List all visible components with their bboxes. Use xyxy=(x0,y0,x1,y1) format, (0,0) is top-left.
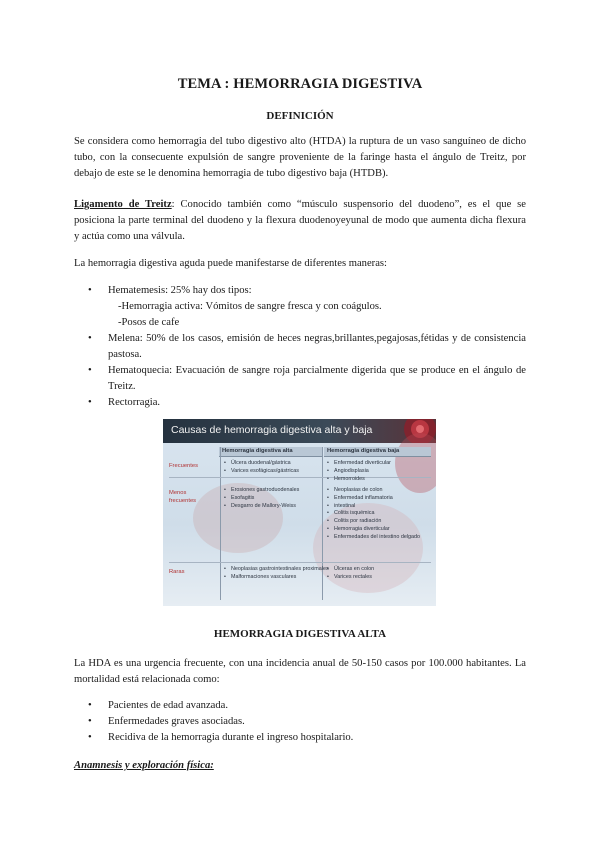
table-cell-item: • intestinal xyxy=(326,503,420,511)
table-cell-item: • Esofagitis xyxy=(223,495,299,503)
table-divider xyxy=(169,562,431,563)
causes-figure xyxy=(163,419,436,606)
bullet-icon: • xyxy=(88,716,92,727)
cell-baja-raras xyxy=(326,566,374,582)
row-label-raras: Raras xyxy=(169,569,185,575)
treitz-text: : Conocido también como “músculo suspensorio del duodeno”, es el que se posiciona la parte terminal del duodeno y la flexura duodenoyeyunal de modo que aumenta dicha flexura y actúa como una válvula. xyxy=(74,199,526,242)
list-item-text: Hematoquecia: Evacuación de sangre roja parcialmente digerida que se produce en el ángulo de Treitz. xyxy=(108,365,526,392)
list-item-text: -Posos de cafe xyxy=(118,317,180,328)
table-cell-item: • Hemorroides xyxy=(326,476,391,484)
bullet-icon: • xyxy=(88,397,92,408)
table-divider xyxy=(169,477,431,478)
cell-alta-raras xyxy=(223,566,329,582)
table-cell-item: • Neoplasias de colon xyxy=(326,487,420,495)
bullet-icon: • xyxy=(88,365,92,376)
list-item xyxy=(74,299,526,315)
anamnesis-heading-text: Anamnesis y exploración física: xyxy=(74,760,214,771)
table-cell-item: • Úlceras en colon xyxy=(326,566,374,574)
table-cell-item: • Hemorragia diverticular xyxy=(326,526,420,534)
table-divider xyxy=(220,447,221,600)
table-cell-item: • Varices esofágicas/gástricas xyxy=(223,468,299,476)
anamnesis-heading xyxy=(74,758,526,774)
table-cell-item: • Erosiones gastroduodenales xyxy=(223,487,299,495)
cell-alta-frecuentes xyxy=(223,460,299,476)
list-item xyxy=(74,315,526,331)
col-header-alta: Hemorragia digestiva alta xyxy=(219,447,322,457)
col-header-baja: Hemorragia digestiva baja xyxy=(324,447,431,457)
figure-header xyxy=(163,419,436,443)
list-item xyxy=(74,283,526,299)
bullet-icon: • xyxy=(88,333,92,344)
table-cell-item: • Neoplasias gastrointestinales proximales xyxy=(223,566,329,574)
definition-heading: DEFINICIÓN xyxy=(266,110,334,122)
row-label-frecuentes: Frecuentes xyxy=(169,463,198,469)
table-cell-item: • Varices rectales xyxy=(326,574,374,582)
treitz-paragraph xyxy=(74,197,526,245)
list-item-text: Recidiva de la hemorragia durante el ingreso hospitalario. xyxy=(108,732,354,743)
definition-paragraph: Se considera como hemorragia del tubo digestivo alto (HTDA) la ruptura de un vaso sanguíneo de dicho tubo, con la consecuente expulsión de sangre proveniente de la faringe hasta el ángulo de Treitz, por debajo de este se le denomina hemorragia de tubo digestivo baja (HTDB). xyxy=(74,136,526,179)
table-cell-item: • Malformaciones vasculares xyxy=(223,574,329,582)
table-cell-item: • Colitis por radiación xyxy=(326,518,420,526)
treitz-label: Ligamento de Treitz xyxy=(74,199,172,210)
page-title: TEMA : HEMORRAGIA DIGESTIVA xyxy=(177,76,423,92)
list-item xyxy=(74,395,526,411)
bullet-icon: • xyxy=(88,700,92,711)
bullet-icon: • xyxy=(88,285,92,296)
cell-alta-menos xyxy=(223,487,299,510)
manifestations-list xyxy=(74,283,526,411)
table-cell-item: • Desgarro de Mallory-Weiss xyxy=(223,503,299,511)
mortality-list xyxy=(74,698,526,746)
table-cell-item: • Colitis isquémica xyxy=(326,510,420,518)
table-cell-item: • Enfermedad diverticular xyxy=(326,460,391,468)
list-item-text: Hematemesis: 25% hay dos tipos: xyxy=(108,285,252,296)
table-cell-item: • Úlcera duodenal/gástrica xyxy=(223,460,299,468)
cell-baja-menos xyxy=(326,487,420,542)
list-item-text: Pacientes de edad avanzada. xyxy=(108,700,228,711)
list-item-text: Enfermedades graves asociadas. xyxy=(108,716,245,727)
hda-paragraph: La HDA es una urgencia frecuente, con una incidencia anual de 50-150 casos por 100.000 habitantes. La mortalidad está relacionada como: xyxy=(74,658,526,685)
list-item xyxy=(74,331,526,363)
table-cell-item: • Enfermedades del intestino delgado xyxy=(326,534,420,542)
causes-table xyxy=(169,447,431,602)
figure-title: Causas de hemorragia digestiva alta y baja xyxy=(171,424,373,436)
row-label-menos-frecuentes: Menos frecuentes xyxy=(169,490,197,504)
list-item xyxy=(74,714,526,730)
list-item xyxy=(74,698,526,714)
list-item xyxy=(74,363,526,395)
manifestations-intro: La hemorragia digestiva aguda puede manifestarse de diferentes maneras: xyxy=(74,258,387,269)
list-item-text: -Hemorragia activa: Vómitos de sangre fresca y con coágulos. xyxy=(118,301,382,312)
table-cell-item: • Enfermedad inflamatoria xyxy=(326,495,420,503)
hda-heading: HEMORRAGIA DIGESTIVA ALTA xyxy=(213,628,387,640)
cell-baja-frecuentes xyxy=(326,460,391,483)
list-item-text: Rectorragia. xyxy=(108,397,161,408)
table-cell-item: • Angiodisplasia xyxy=(326,468,391,476)
bullet-icon: • xyxy=(88,732,92,743)
list-item xyxy=(74,730,526,746)
list-item-text: Melena: 50% de los casos, emisión de heces negras,brillantes,pegajosas,fétidas y de consistencia pastosa. xyxy=(108,333,526,360)
